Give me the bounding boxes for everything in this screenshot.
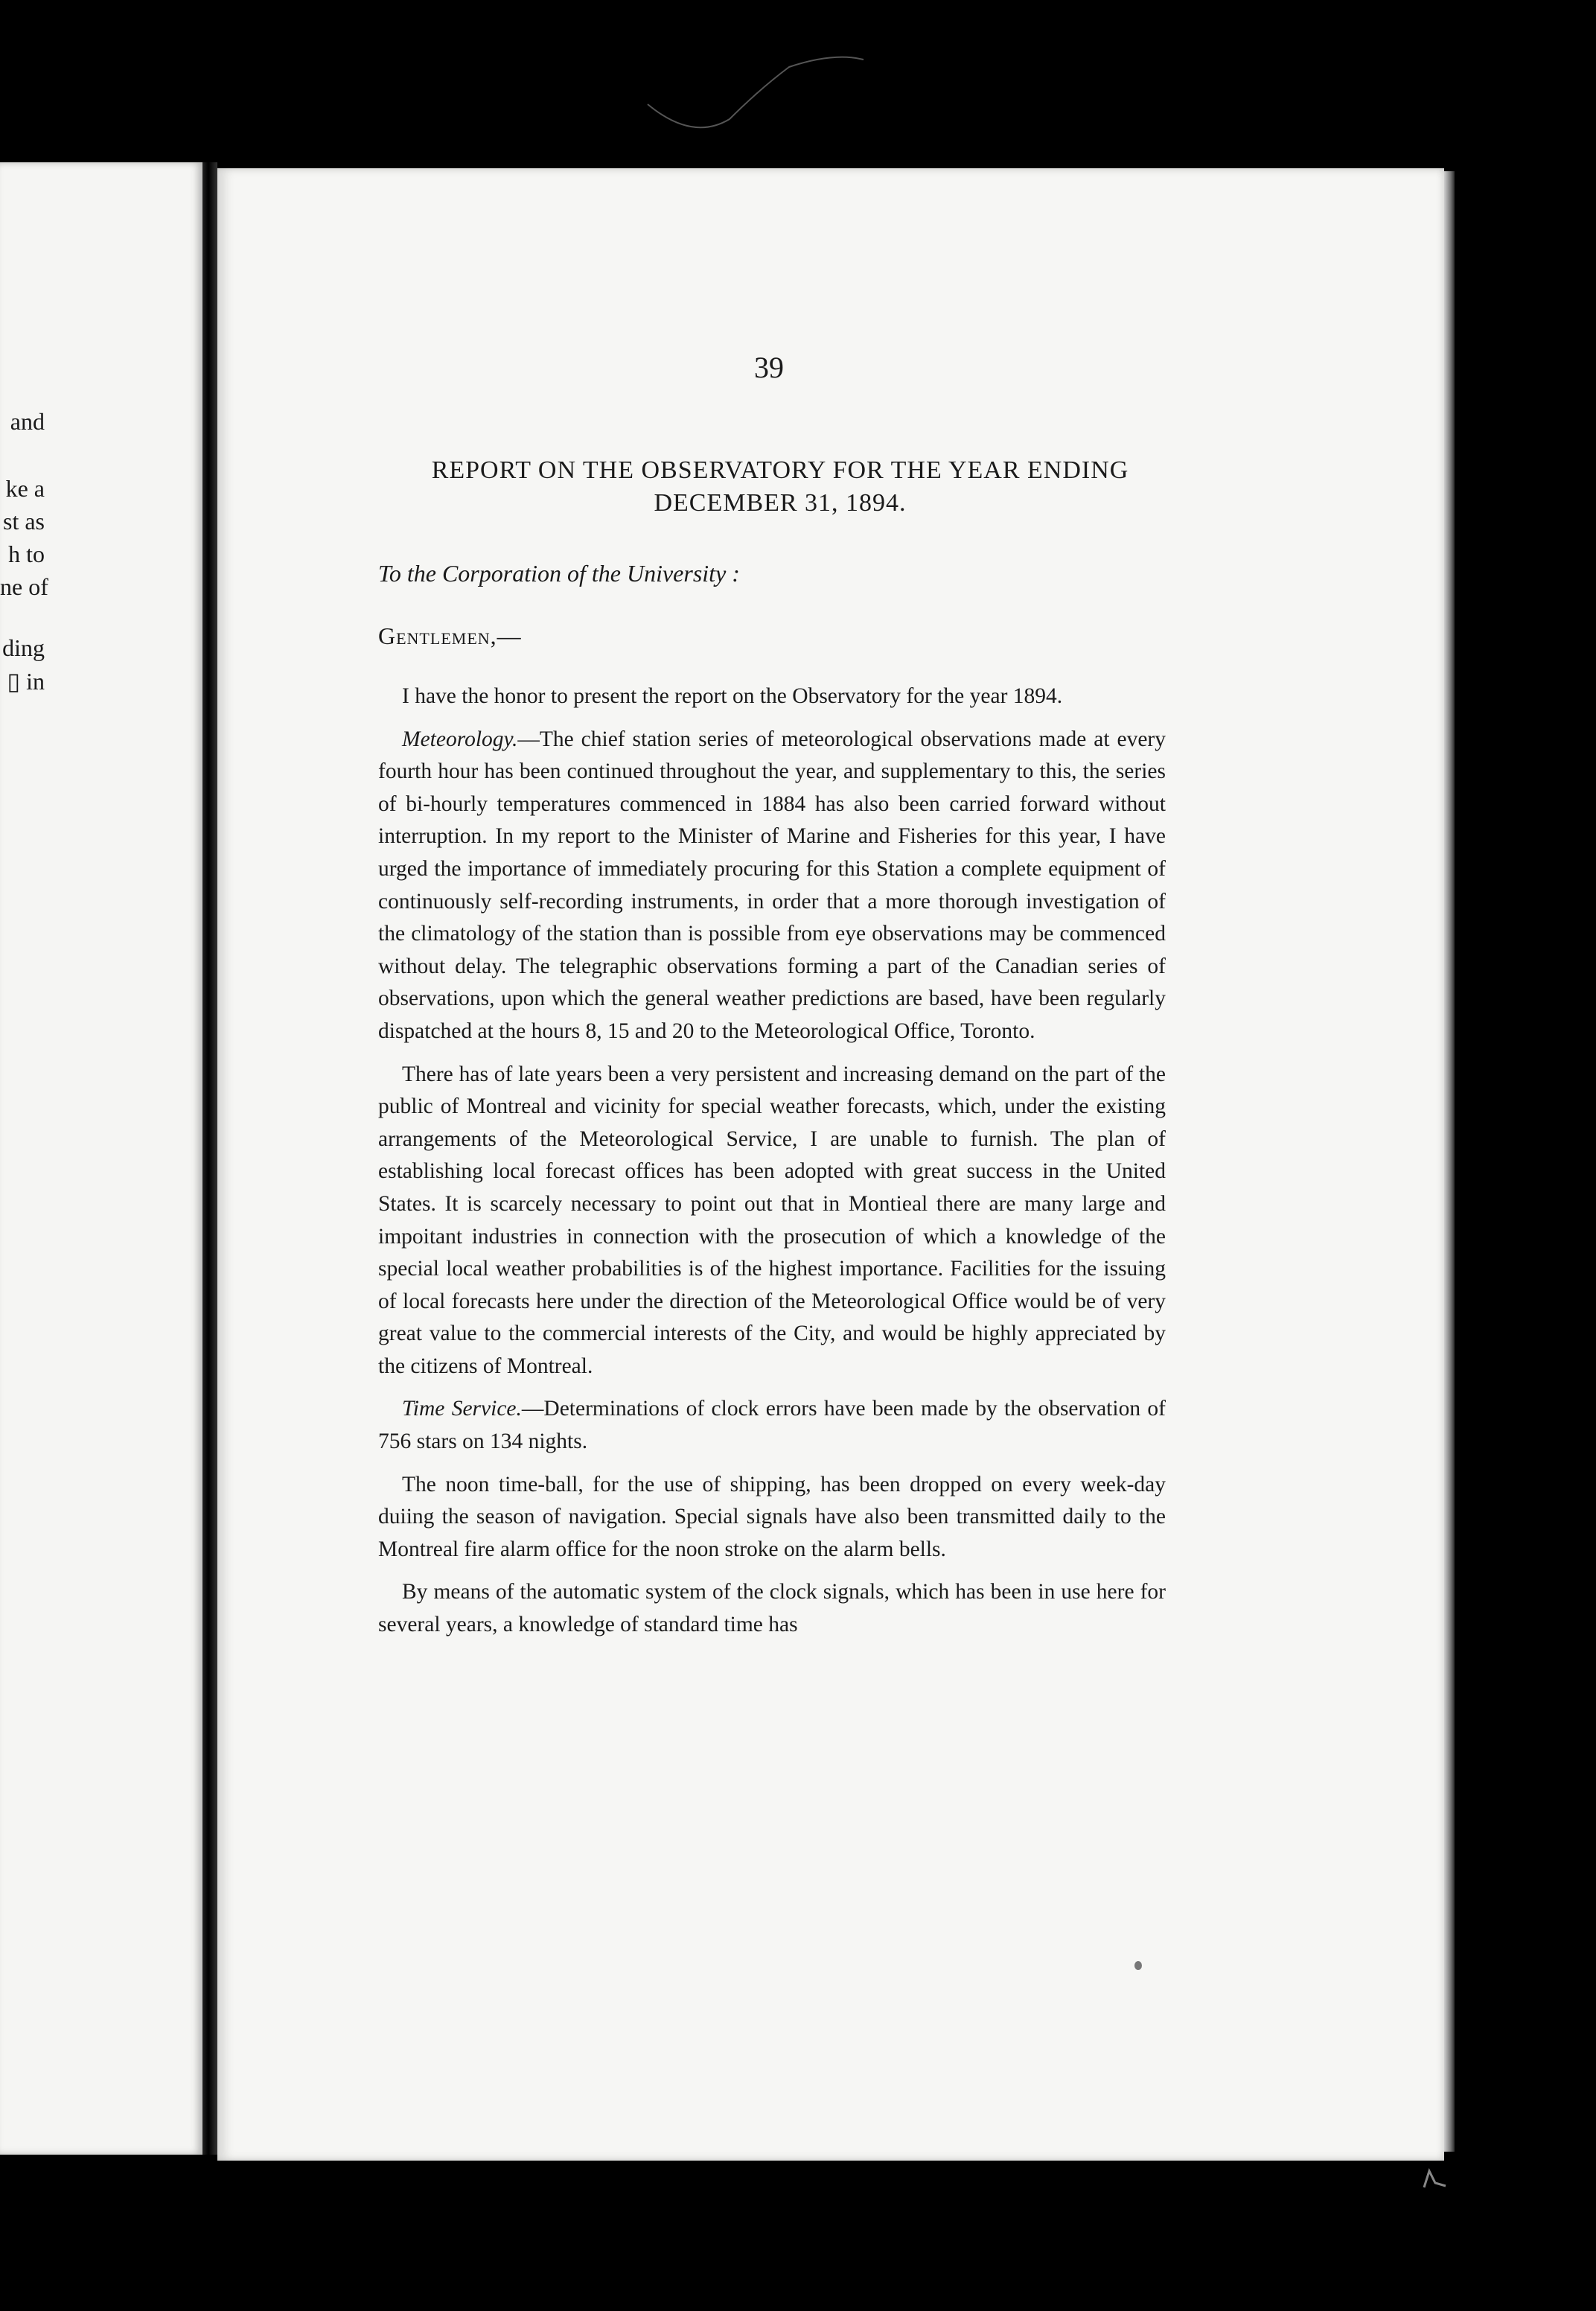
paragraph-forecasts: There has of late years been a very persistent and increasing demand on the part of the public of Montreal and vicinity for special weather forecasts, which, under the existing arrangements of the Meteorological Service, I are unable to furnish. The plan of establishing local forecast offices has been adopted with great success in the United States. It is scarcely necessary to point out that in Montieal there are many large and impoitant industries in connection with the prosecution of which a knowledge of the special local weather probabilities is of the highest importance. Facilities for the issuing of local forecasts here under the direction of the Meteorological Office would be of very great value to the commercial interests of the City, and would be highly appreciated by the citizens of Montreal. xyxy=(378,1062,1166,1378)
paragraph-meteorology-text: —The chief station series of meteorological observations made at every fourth hour has been continued throughout the year, and supplementary to this, the series of bi-hourly temperatures commenced in 1884 has also been carried forward without interruption. In my report to the Minister of Marine and Fisheries for this year, I have urged the importance of immediately procuring for this Station a complete equipment of continuously self-recording instruments, in order that a more thorough investigation of the climatology of the station than is possible from eye observations may be commenced without delay. The telegraphic observations forming a part of the Canadian series of observations, upon which the general weather predictions are based, have been regularly dispatched at the hours 8, 15 and 20 to the Meteorological Office, Toronto. xyxy=(378,727,1166,1043)
left-fragment: h to xyxy=(8,541,45,567)
salutation-gentlemen: Gentlemen,— xyxy=(378,622,522,649)
book-gutter xyxy=(202,162,217,2155)
paragraph-clock-signals: By means of the automatic system of the clock signals, which has been in use here for several years, a knowledge of standard time has xyxy=(378,1580,1166,1637)
left-fragment: ne of xyxy=(0,573,48,600)
paragraph-meteorology xyxy=(378,724,1166,1048)
left-fragment: ▯ in xyxy=(7,668,45,695)
paragraph-time-service-text: —Determinations of clock errors have been made by the observation of 756 stars on 134 nights. xyxy=(378,1397,1166,1454)
report-title-line-1: REPORT ON THE OBSERVATORY FOR THE YEAR ENDING xyxy=(431,456,1129,484)
dust-speck xyxy=(1134,1961,1142,1970)
bottom-scan-artifact xyxy=(1420,2167,1450,2189)
paragraph-time-ball: The noon time-ball, for the use of shipping, has been dropped on every week-day duiing the season of navigation. Special signals have also been transmitted daily to the Montreal fire alarm office for the noon stroke on the alarm bells. xyxy=(378,1472,1166,1561)
left-fragment: ke a xyxy=(5,475,45,502)
section-heading-time-service: Time Service. xyxy=(402,1397,522,1421)
salutation-addressee: To the Corporation of the University : xyxy=(378,560,740,587)
left-fragment: ding xyxy=(2,634,45,661)
report-body xyxy=(378,680,1166,1652)
paragraph-intro: I have the honor to present the report on the Observatory for the year 1894. xyxy=(402,684,1063,708)
paragraph-time-service xyxy=(378,1393,1166,1458)
page-edge-shadow xyxy=(1444,171,1455,2152)
left-fragment: and xyxy=(10,408,45,435)
section-heading-meteorology: Meteorology. xyxy=(402,727,518,751)
report-title-line-2: DECEMBER 31, 1894. xyxy=(654,489,907,517)
left-fragment: st as xyxy=(3,508,45,535)
top-scan-artifact xyxy=(640,45,878,134)
left-facing-page xyxy=(0,162,202,2155)
report-title xyxy=(356,454,1204,520)
page-number: 39 xyxy=(754,351,784,384)
